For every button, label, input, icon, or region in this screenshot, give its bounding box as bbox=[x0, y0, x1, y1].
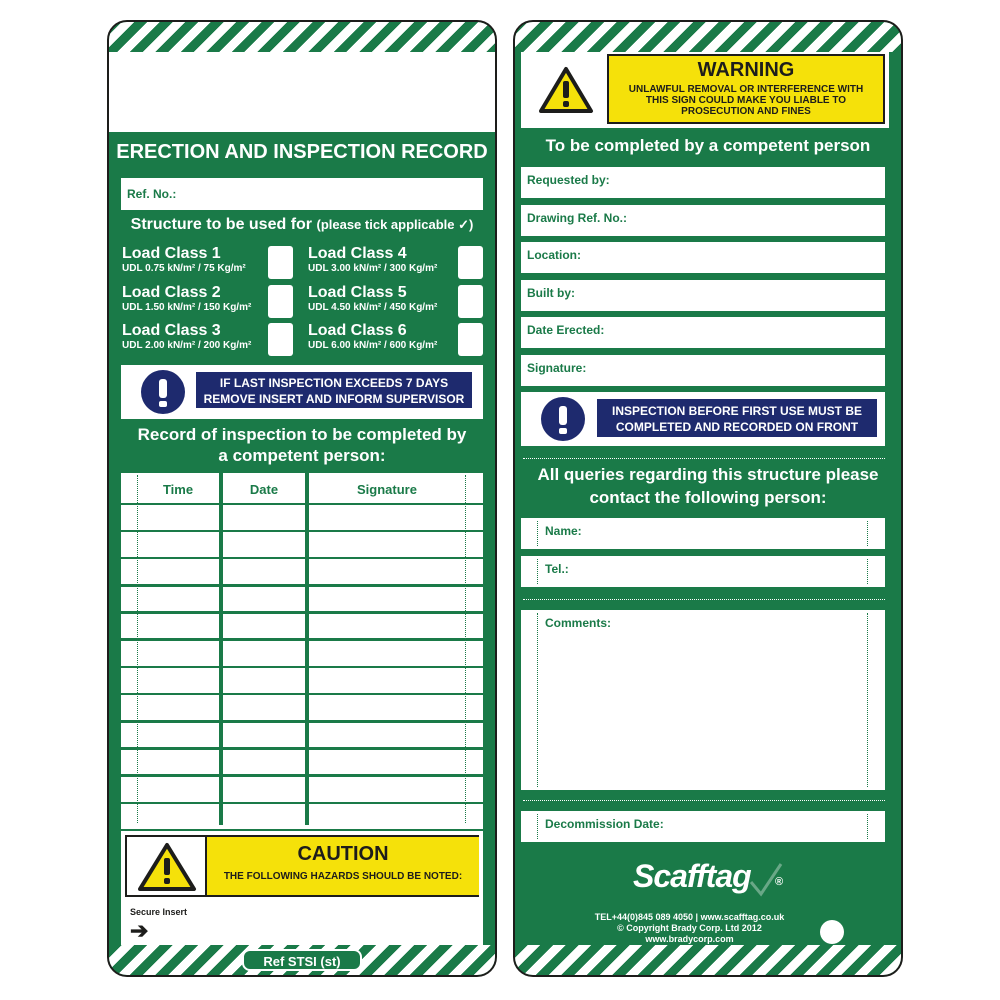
front-tag bbox=[107, 20, 497, 977]
back-tag bbox=[513, 20, 903, 977]
warning-sign bbox=[521, 52, 889, 128]
record-heading-line-1: Record of inspection to be completed by bbox=[137, 425, 467, 444]
caution-yellow-panel bbox=[205, 837, 479, 895]
structure-heading-row bbox=[109, 216, 495, 234]
notice-panel bbox=[196, 372, 472, 408]
record-heading bbox=[109, 424, 495, 466]
queries-heading bbox=[515, 463, 901, 509]
signature-field[interactable] bbox=[521, 355, 885, 386]
notice-line-2: REMOVE INSERT AND INFORM SUPERVISOR bbox=[203, 392, 465, 406]
column-divider bbox=[219, 473, 223, 825]
structure-note: (please tick applicable ✓) bbox=[316, 217, 474, 232]
record-heading-line-2: a competent person: bbox=[218, 446, 386, 465]
load-class-5 bbox=[308, 284, 437, 313]
load-class-3 bbox=[122, 322, 251, 351]
notice-line-2: COMPLETED AND RECORDED ON FRONT bbox=[615, 420, 859, 434]
table-header-row bbox=[121, 473, 483, 503]
divider bbox=[523, 800, 885, 801]
requested-by-field[interactable] bbox=[521, 167, 885, 198]
divider bbox=[523, 599, 885, 600]
warning-title: WARNING bbox=[697, 59, 795, 81]
caution-title: CAUTION bbox=[297, 843, 389, 865]
table-row[interactable] bbox=[121, 505, 483, 530]
load-class-name: Load Class 3 bbox=[122, 322, 221, 339]
table-row[interactable] bbox=[121, 777, 483, 802]
caution-text: THE FOLLOWING HAZARDS SHOULD BE NOTED: bbox=[223, 871, 463, 882]
header-signature: Signature bbox=[357, 482, 417, 497]
date-erected-label: Date Erected: bbox=[527, 323, 605, 337]
footer-line-3: www.bradycorp.com bbox=[645, 934, 734, 944]
table-row[interactable] bbox=[121, 532, 483, 557]
warning-line-1: UNLAWFUL REMOVAL OR INTERFERENCE WITH bbox=[628, 84, 864, 95]
dotted-guide bbox=[867, 521, 868, 546]
dotted-guide bbox=[465, 475, 466, 823]
top-hazard-stripe bbox=[109, 22, 495, 52]
caution-sign bbox=[125, 835, 479, 897]
table-row[interactable] bbox=[121, 723, 483, 748]
dotted-guide bbox=[867, 814, 868, 839]
info-icon bbox=[141, 370, 185, 414]
notice-line-1: INSPECTION BEFORE FIRST USE MUST BE bbox=[611, 404, 863, 418]
name-field[interactable] bbox=[521, 518, 885, 549]
warning-yellow-panel bbox=[607, 54, 885, 124]
load-class-name: Load Class 6 bbox=[308, 322, 407, 339]
column-divider bbox=[305, 473, 309, 825]
dotted-guide bbox=[537, 613, 538, 787]
requested-by-label: Requested by: bbox=[527, 173, 610, 187]
competent-heading: To be completed by a competent person bbox=[545, 136, 871, 155]
ref-code: Ref STSI (st) bbox=[242, 949, 362, 971]
dotted-guide bbox=[867, 559, 868, 584]
arrow-right-icon: ➔ bbox=[130, 918, 149, 943]
load-class-2 bbox=[122, 284, 251, 313]
dotted-guide bbox=[137, 475, 138, 823]
dotted-guide bbox=[537, 814, 538, 839]
signature-label: Signature: bbox=[527, 361, 587, 375]
scafftag-logo bbox=[633, 858, 793, 902]
brand-name: Scafftag bbox=[633, 858, 751, 894]
table-row[interactable] bbox=[121, 695, 483, 720]
load-class-udl: UDL 3.00 kN/m² / 300 Kg/m² bbox=[308, 263, 438, 274]
decommission-label: Decommission Date: bbox=[545, 817, 664, 831]
load-class-name: Load Class 1 bbox=[122, 245, 221, 262]
warning-triangle-icon bbox=[137, 842, 197, 892]
header-date: Date bbox=[249, 482, 279, 497]
load-class-udl: UDL 6.00 kN/m² / 600 Kg/m² bbox=[308, 340, 438, 351]
ref-no-label: Ref. No.: bbox=[127, 187, 177, 201]
load-class-name: Load Class 5 bbox=[308, 284, 407, 301]
date-erected-field[interactable] bbox=[521, 317, 885, 348]
ref-no-field[interactable] bbox=[121, 178, 483, 210]
insert-window bbox=[109, 52, 495, 132]
table-row[interactable] bbox=[121, 641, 483, 666]
dotted-guide bbox=[537, 559, 538, 584]
queries-line-1: All queries regarding this structure please bbox=[537, 465, 879, 484]
load-class-4-checkbox[interactable] bbox=[458, 246, 483, 279]
top-hazard-stripe bbox=[515, 22, 901, 52]
back-notice bbox=[521, 392, 885, 446]
load-class-4 bbox=[308, 245, 437, 274]
secure-insert-label: Secure Insert bbox=[130, 907, 188, 917]
queries-line-2: contact the following person: bbox=[589, 488, 827, 507]
footer-line-1: TEL+44(0)845 089 4050 | www.scafftag.co.uk bbox=[594, 912, 785, 922]
tick-mark-icon bbox=[745, 860, 785, 900]
table-row[interactable] bbox=[121, 614, 483, 639]
load-class-2-checkbox[interactable] bbox=[268, 285, 293, 318]
tel-field[interactable] bbox=[521, 556, 885, 587]
bottom-hazard-stripe bbox=[515, 945, 901, 975]
comments-label: Comments: bbox=[545, 616, 612, 630]
table-row[interactable] bbox=[121, 750, 483, 775]
load-class-name: Load Class 4 bbox=[308, 245, 407, 262]
punch-hole bbox=[820, 920, 844, 944]
load-class-udl: UDL 0.75 kN/m² / 75 Kg/m² bbox=[122, 263, 246, 274]
tel-label: Tel.: bbox=[545, 562, 569, 576]
load-class-1 bbox=[122, 245, 246, 274]
load-class-udl: UDL 1.50 kN/m² / 150 Kg/m² bbox=[122, 302, 252, 313]
header-time: Time bbox=[162, 482, 194, 497]
decommission-date-field[interactable] bbox=[521, 811, 885, 842]
load-class-6-checkbox[interactable] bbox=[458, 323, 483, 356]
table-row[interactable] bbox=[121, 559, 483, 584]
location-field[interactable] bbox=[521, 242, 885, 273]
caution-insert bbox=[121, 831, 483, 945]
divider bbox=[523, 458, 885, 459]
warning-line-3: PROSECUTION AND FINES bbox=[681, 106, 811, 117]
load-class-3-checkbox[interactable] bbox=[268, 323, 293, 356]
load-class-udl: UDL 4.50 kN/m² / 450 Kg/m² bbox=[308, 302, 438, 313]
table-row[interactable] bbox=[121, 668, 483, 693]
footer-line-2: © Copyright Brady Corp. Ltd 2012 bbox=[617, 923, 762, 933]
front-title: ERECTION AND INSPECTION RECORD bbox=[116, 141, 488, 163]
drawing-ref-field[interactable] bbox=[521, 205, 885, 236]
front-notice bbox=[121, 365, 483, 419]
dotted-guide bbox=[537, 521, 538, 546]
built-by-label: Built by: bbox=[527, 286, 575, 300]
drawing-ref-label: Drawing Ref. No.: bbox=[527, 211, 628, 225]
info-icon bbox=[541, 397, 585, 441]
load-class-name: Load Class 2 bbox=[122, 284, 221, 301]
footer-info bbox=[515, 912, 864, 945]
warning-triangle-icon bbox=[538, 66, 594, 114]
table-row[interactable] bbox=[121, 587, 483, 612]
load-class-5-checkbox[interactable] bbox=[458, 285, 483, 318]
load-class-6 bbox=[308, 322, 437, 351]
structure-heading: Structure to be used for bbox=[130, 216, 313, 233]
load-class-udl: UDL 2.00 kN/m² / 200 Kg/m² bbox=[122, 340, 252, 351]
notice-line-1: IF LAST INSPECTION EXCEEDS 7 DAYS bbox=[219, 376, 449, 390]
load-class-1-checkbox[interactable] bbox=[268, 246, 293, 279]
inspection-table bbox=[121, 473, 483, 825]
name-label: Name: bbox=[545, 524, 582, 538]
brand-mark: ® bbox=[775, 876, 784, 888]
dotted-guide bbox=[867, 613, 868, 787]
notice-panel bbox=[597, 399, 877, 437]
comments-field[interactable] bbox=[521, 610, 885, 790]
location-label: Location: bbox=[527, 248, 581, 262]
warning-text bbox=[609, 84, 883, 117]
warning-line-2: THIS SIGN COULD MAKE YOU LIABLE TO bbox=[645, 95, 847, 106]
table-row[interactable] bbox=[121, 804, 483, 829]
built-by-field[interactable] bbox=[521, 280, 885, 311]
